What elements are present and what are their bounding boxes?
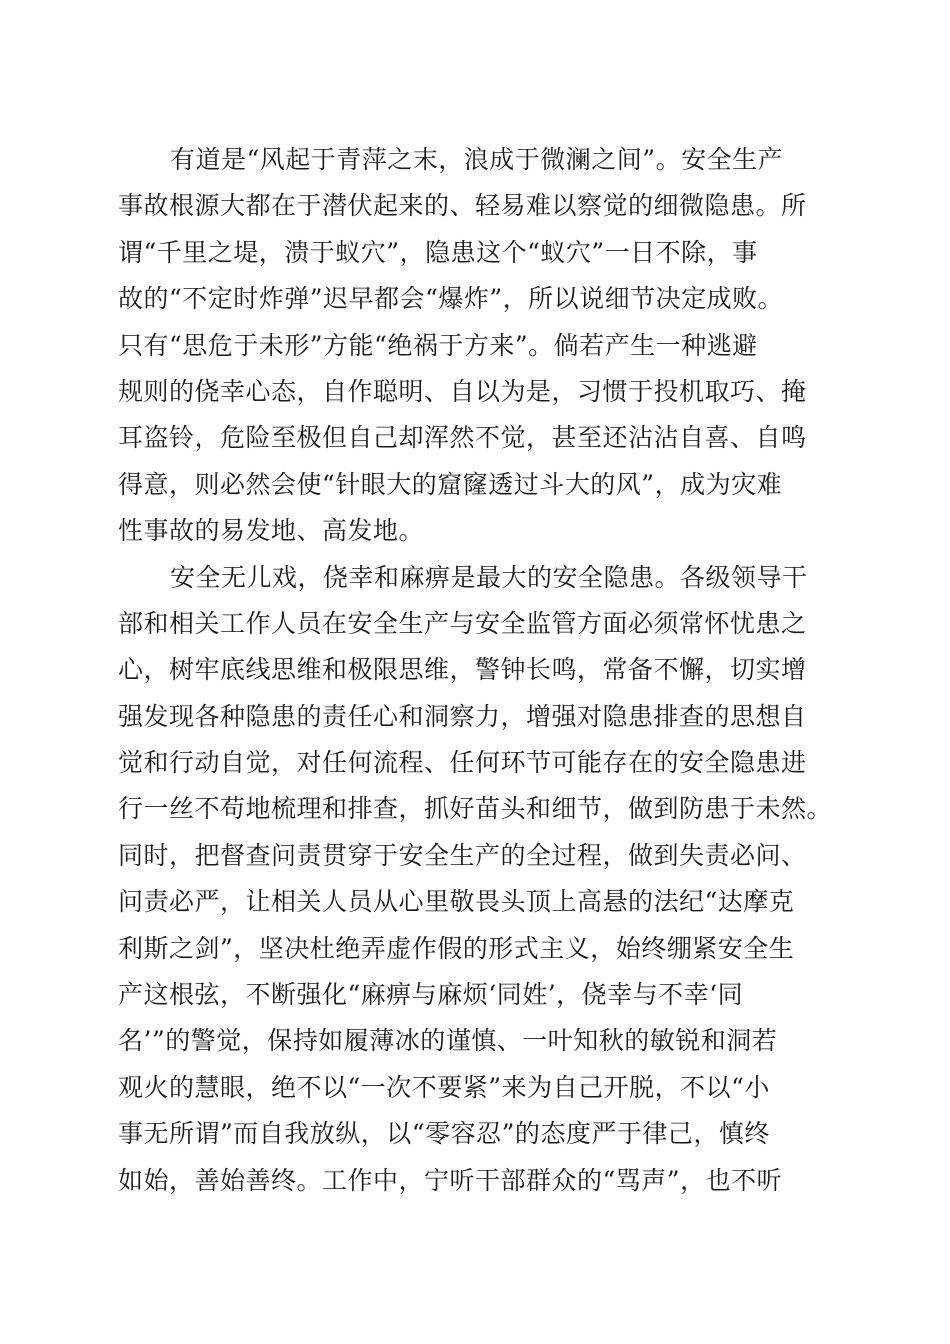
paragraph-line: 观火的慧眼，绝不以“一次不要紧”来为自己开脱，不以“小 bbox=[118, 1072, 770, 1102]
paragraph-2 bbox=[118, 555, 833, 1204]
paragraph-line: 行一丝不苟地梳理和排查，抓好苗头和细节，做到防患于未然。 bbox=[118, 794, 833, 824]
paragraph-line: 名’”的警觉，保持如履薄冰的谨慎、一叶知秋的敏锐和洞若 bbox=[118, 1026, 778, 1056]
paragraph-line: 同时，把督查问责贯穿于安全生产的全过程，做到失责必问、 bbox=[118, 840, 807, 870]
paragraph-1 bbox=[118, 137, 828, 555]
paragraph-line: 利斯之剑”，坚决杜绝弄虚作假的形式主义，始终绷紧安全生 bbox=[118, 933, 795, 963]
paragraph-line: 产这根弦，不断强化“麻痹与麻烦‘同姓’，侥幸与不幸‘同 bbox=[118, 980, 744, 1010]
paragraph-line: 事故根源大都在于潜伏起来的、轻易难以察觉的细微隐患。所 bbox=[118, 191, 807, 221]
paragraph-line: 故的“不定时炸弹”迟早都会“爆炸”，所以说细节决定成败。 bbox=[118, 284, 784, 314]
paragraph-line: 有道是“风起于青萍之末，浪成于微澜之间”。安全生产 bbox=[170, 145, 784, 174]
paragraph-line: 性事故的易发地、高发地。 bbox=[118, 516, 425, 546]
paragraph-line: 问责必严，让相关人员从心里敬畏头顶上高悬的法纪“达摩克 bbox=[118, 887, 795, 917]
paragraph-line: 事无所谓”而自我放纵，以“零容忍”的态度严于律己，慎终 bbox=[118, 1119, 770, 1149]
paragraph-line: 耳盗铃，危险至极但自己却浑然不觉，甚至还沾沾自喜、自鸣 bbox=[118, 423, 807, 453]
paragraph-line: 只有“思危于未形”方能“绝祸于方来”。倘若产生一种逃避 bbox=[118, 330, 758, 360]
paragraph-line: 谓“千里之堤，溃于蚁穴”，隐患这个“蚁穴”一日不除，事 bbox=[118, 237, 758, 267]
document-body bbox=[118, 137, 833, 1204]
paragraph-line: 安全无儿戏，侥幸和麻痹是最大的安全隐患。各级领导干 bbox=[170, 562, 808, 592]
paragraph-line: 心，树牢底线思维和极限思维，警钟长鸣，常备不懈，切实增 bbox=[118, 655, 807, 685]
paragraph-line: 得意，则必然会使“针眼大的窟窿透过斗大的风”，成为灾难 bbox=[118, 469, 783, 499]
paragraph-line: 如始，善始善终。工作中，宁听干部群众的“骂声”，也不听 bbox=[118, 1165, 783, 1195]
paragraph-line: 强发现各种隐患的责任心和洞察力，增强对隐患排查的思想自 bbox=[118, 701, 807, 731]
paragraph-line: 部和相关工作人员在安全生产与安全监管方面必须常怀忧患之 bbox=[118, 608, 807, 638]
paragraph-line: 规则的侥幸心态，自作聪明、自以为是，习惯于投机取巧、掩 bbox=[118, 376, 807, 406]
paragraph-line: 觉和行动自觉，对任何流程、任何环节可能存在的安全隐患进 bbox=[118, 748, 807, 778]
